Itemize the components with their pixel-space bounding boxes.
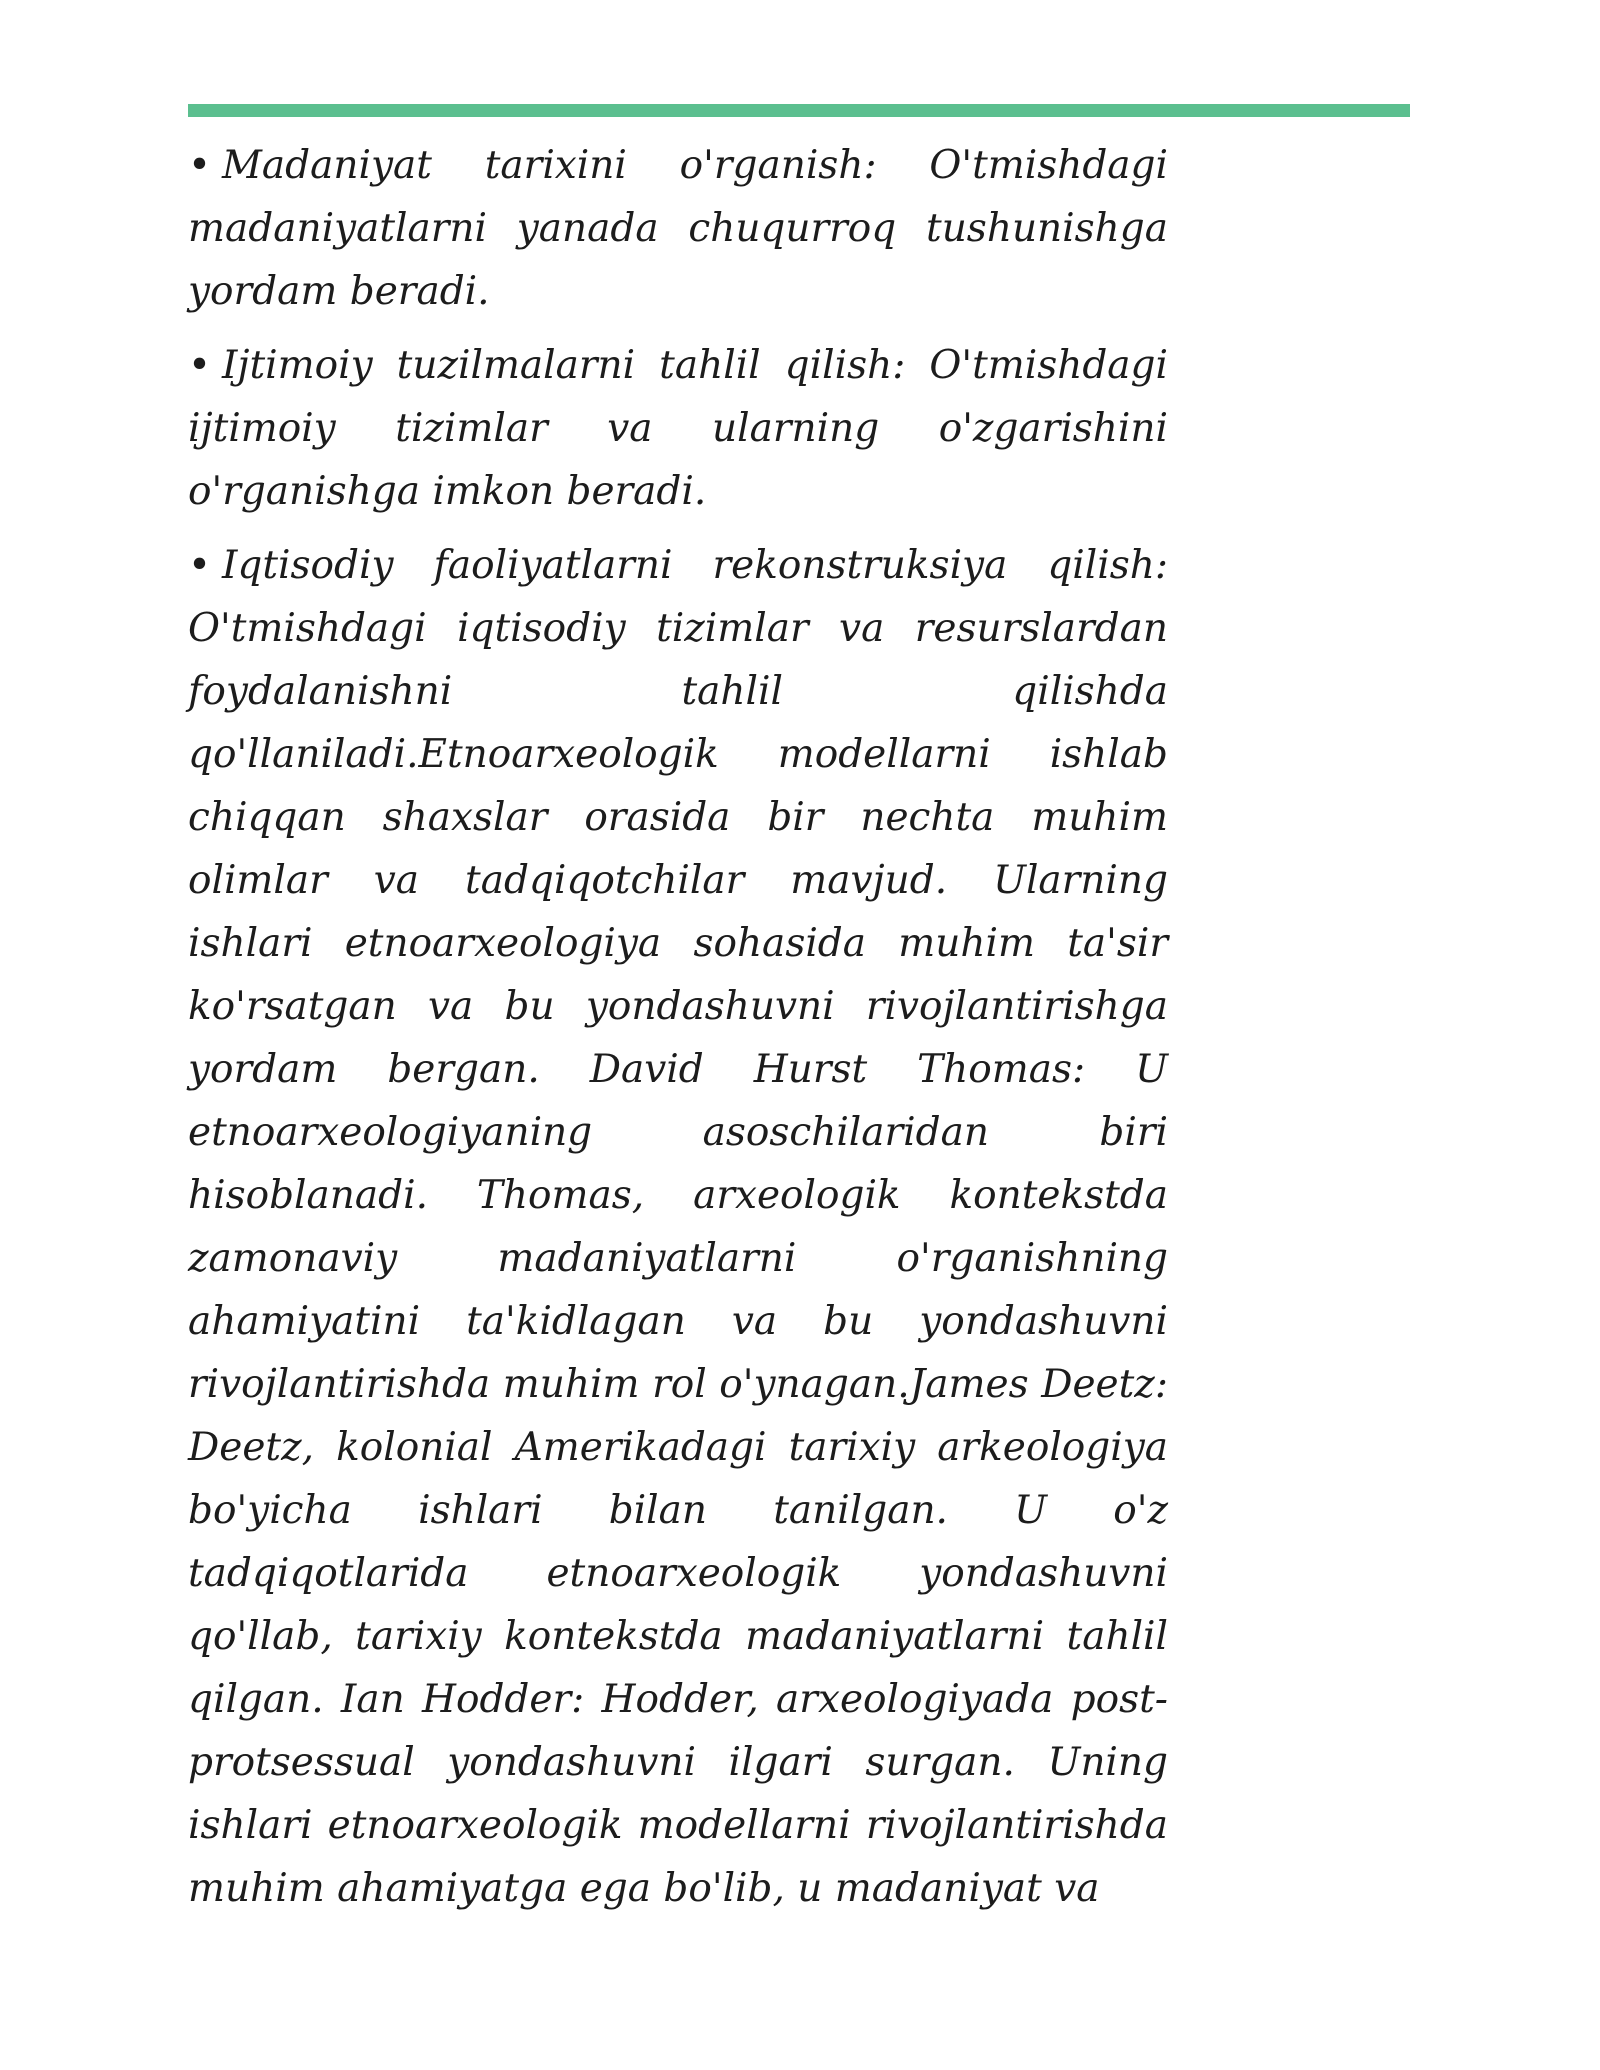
paragraph-text: Iqtisodiy faoliyatlarni rekonstruksiya qilish: O'tmishdagi iqtisodiy tizimlar va resurslardan foydalanishni tahlil qilishda qo'llaniladi.Etnoarxeologik modellarni ishlab chiqqan shaxslar orasida bir nechta muhim olimlar va tadqiqotchilar mavjud. Ularning ishlari etnoarxeologiya sohasida muhim ta'sir ko'rsatgan va bu yondashuvni rivojlantirishga yordam bergan. David Hurst Thomas: U etnoarxeologiyaning asoschilaridan biri hisoblanadi. Thomas, arxeologik kontekstda zamonaviy madaniyatlarni o'rganishning ahamiyatini ta'kidlagan va bu yondashuvni rivojlantirishda muhim rol o'ynagan.James Deetz: Deetz, kolonial Amerikadagi tarixiy arkeologiya bo'yicha ishlari bilan tanilgan. U o'z tadqiqotlarida etnoarxeologik yondashuvni qo'llab, tarixiy kontekstda madaniyatlarni tahlil qilgan. Ian Hodder: Hodder, arxeologiyada post-protsessual yondashuvni ilgari surgan. Uning ishlari etnoarxeologik modellarni rivojlantirishda muhim ahamiyatga ega bo'lib, u madaniyat va — [188, 543, 1168, 1911]
bullet-marker: • — [188, 543, 212, 588]
bullet-paragraph-3 — [188, 534, 1168, 1920]
bullet-paragraph-1 — [188, 134, 1168, 323]
bullet-marker: • — [188, 343, 212, 388]
body-text-column — [188, 134, 1168, 1931]
top-accent-rule — [188, 104, 1410, 117]
bullet-marker: • — [188, 143, 212, 188]
bullet-paragraph-2 — [188, 334, 1168, 523]
paragraph-text: Madaniyat tarixini o'rganish: O'tmishdagi madaniyatlarni yanada chuqurroq tushunishga yordam beradi. — [188, 143, 1168, 314]
paragraph-text: Ijtimoiy tuzilmalarni tahlil qilish: O'tmishdagi ijtimoiy tizimlar va ularning o'zgarishini o'rganishga imkon beradi. — [188, 343, 1168, 514]
